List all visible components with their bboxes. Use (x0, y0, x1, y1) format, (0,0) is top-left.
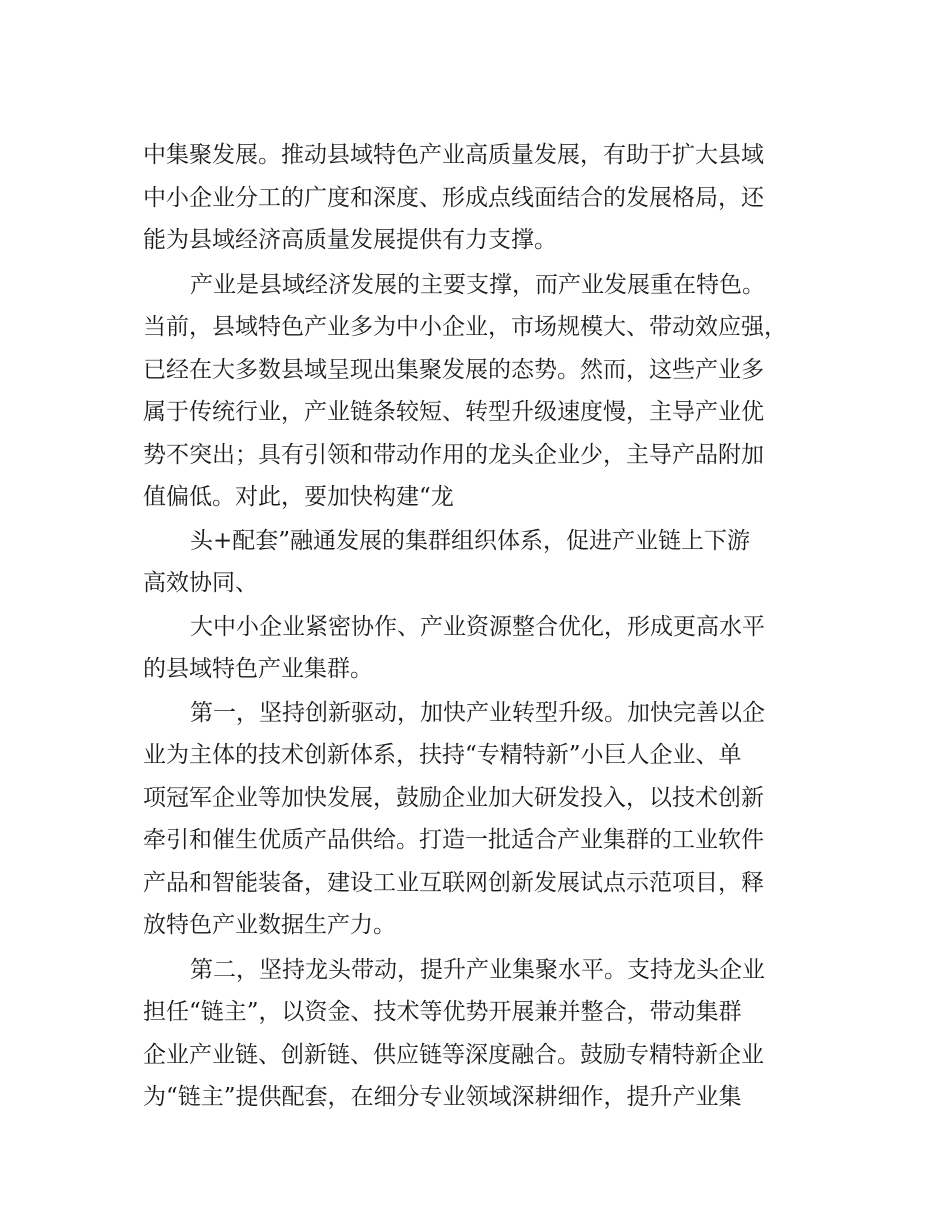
text-line: 业为主体的技术创新体系，扶持“专精特新”小巨人企业、单 (143, 742, 742, 768)
text-line: 项冠军企业等加快发展，鼓励企业加大研发投入，以技术创新 (143, 785, 764, 811)
text-line: 势不突出；具有引领和带动作用的龙头企业少，主导产品附加 (143, 442, 764, 468)
text-line: 头+配套”融通发展的集群组织体系，促进产业链上下游 (190, 528, 751, 554)
text-line: 大中小企业紧密协作、产业资源整合优化，形成更高水平 (190, 614, 765, 640)
text-line: 值偏低。对此，要加快构建“龙 (143, 484, 454, 510)
text-line: 能为县域经济高质量发展提供有力支撑。 (143, 227, 557, 253)
text-line: 第二，坚持龙头带动，提升产业集聚水平。支持龙头企业 (190, 957, 765, 983)
text-line: 当前，县域特色产业多为中小企业，市场规模大、带动效应强， (143, 314, 787, 340)
text-line: 属于传统行业，产业链条较短、转型升级速度慢，主导产业优 (143, 399, 764, 425)
text-line: 第一，坚持创新驱动，加快产业转型升级。加快完善以企 (190, 700, 765, 726)
text-line: 牵引和催生优质产品供给。打造一批适合产业集群的工业软件 (143, 827, 764, 853)
text-line: 为“链主”提供配套，在细分专业领域深耕细作，提升产业集 (143, 1084, 742, 1110)
text-line: 放特色产业数据生产力。 (143, 912, 396, 938)
text-line: 产品和智能装备，建设工业互联网创新发展试点示范项目，释 (143, 870, 764, 896)
text-line: 担任“链主”，以资金、技术等优势开展兼并整合，带动集群 (143, 999, 742, 1025)
text-line: 企业产业链、创新链、供应链等深度融合。鼓励专精特新企业 (143, 1042, 764, 1068)
text-line: 的县域特色产业集群。 (143, 656, 373, 682)
text-line: 已经在大多数县域呈现出集聚发展的态势。然而，这些产业多 (143, 357, 764, 383)
text-line: 高效协同、 (143, 570, 258, 596)
text-line: 中集聚发展。推动县域特色产业高质量发展，有助于扩大县域 (143, 142, 764, 168)
text-line: 中小企业分工的广度和深度、形成点线面结合的发展格局，还 (143, 185, 764, 211)
text-line: 产业是县域经济发展的主要支撑，而产业发展重在特色。 (190, 272, 765, 298)
